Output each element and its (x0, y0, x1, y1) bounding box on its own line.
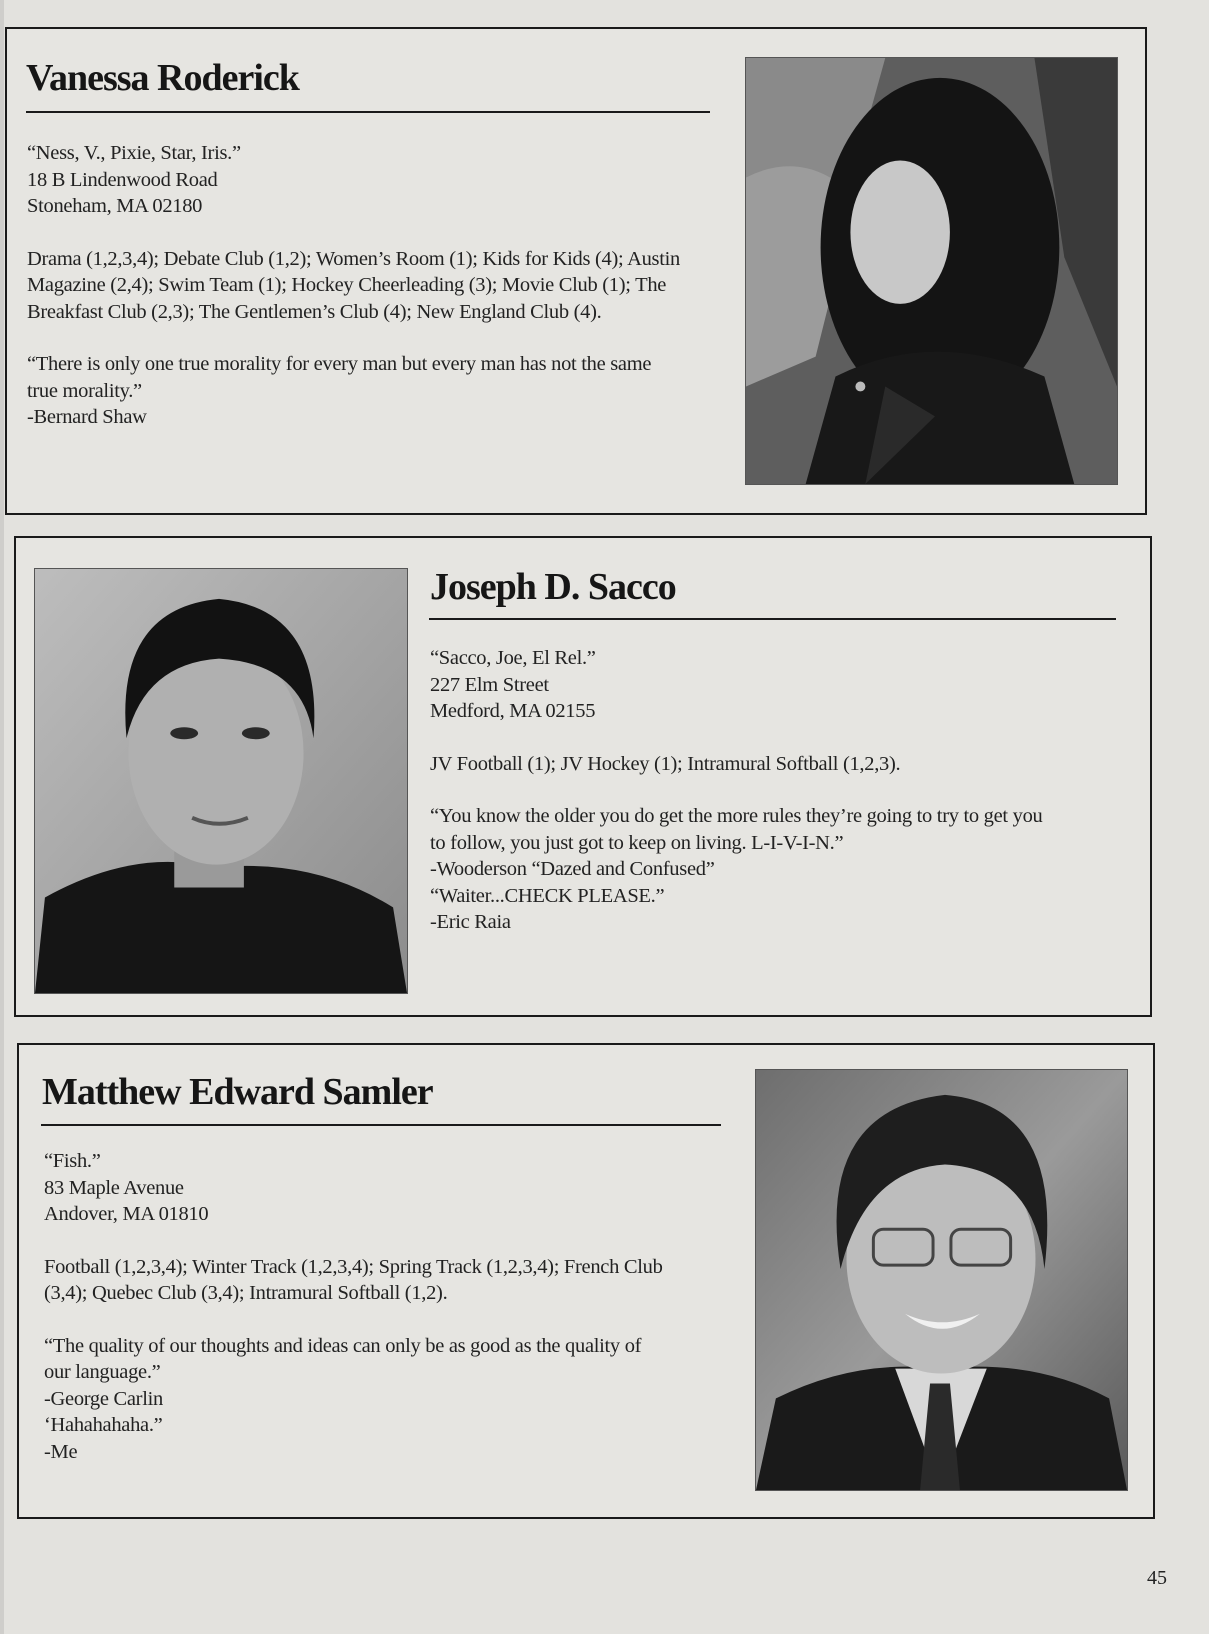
activities-line: Magazine (2,4); Swim Team (1); Hockey Cheerleading (3); Movie Club (1); The (27, 274, 667, 296)
nicknames: “Fish.” (44, 1150, 101, 1172)
page-number: 45 (1147, 1567, 1167, 1589)
quote-line: “There is only one true morality for every man but every man has not the same (27, 353, 652, 375)
name-underline (41, 1124, 721, 1126)
student-name: Vanessa Roderick (26, 57, 299, 99)
activities-line: Drama (1,2,3,4); Debate Club (1,2); Women’s Room (1); Kids for Kids (4); Austin (27, 247, 680, 270)
quote-attribution: -Me (44, 1440, 78, 1463)
name-underline (429, 618, 1116, 620)
senior-portrait-photo (755, 1069, 1128, 1491)
activities-line: Football (1,2,3,4); Winter Track (1,2,3,4); Spring Track (1,2,3,4); French Club (44, 1255, 663, 1278)
address-line-2: Medford, MA 02155 (430, 700, 596, 722)
activities-line: JV Football (1); JV Hockey (1); Intramural Softball (1,2,3). (430, 752, 901, 775)
address-line-1: 18 B Lindenwood Road (27, 168, 218, 191)
nicknames: “Ness, V., Pixie, Star, Iris.” (27, 142, 241, 164)
address-line-1: 83 Maple Avenue (44, 1176, 184, 1199)
student-name: Matthew Edward Samler (42, 1071, 433, 1113)
quote-attribution: -George Carlin (44, 1387, 163, 1410)
quote-line: our language.” (44, 1361, 161, 1383)
quote-line: “The quality of our thoughts and ideas can only be as good as the quality of (44, 1334, 642, 1357)
quote-attribution: -Bernard Shaw (27, 406, 147, 428)
senior-portrait-photo (34, 568, 408, 994)
quote-line: “You know the older you do get the more rules they’re going to try to get you (430, 805, 1043, 827)
student-details (44, 1148, 749, 1465)
nicknames: “Sacco, Joe, El Rel.” (430, 647, 596, 669)
student-details (430, 645, 1145, 936)
name-underline (26, 111, 710, 113)
scan-edge (0, 0, 4, 1634)
quote-attribution: -Eric Raia (430, 911, 511, 933)
activities-line: Breakfast Club (2,3); The Gentlemen’s Club (4); New England Club (4). (27, 300, 602, 323)
address-line-1: 227 Elm Street (430, 673, 549, 696)
quote-line: true morality.” (27, 379, 142, 402)
student-details (27, 140, 727, 431)
quote-line: ‘Hahahahaha.” (44, 1414, 163, 1436)
quote-attribution: -Wooderson “Dazed and Confused” (430, 858, 715, 880)
quote-line: to follow, you just got to keep on living. L-I-V-I-N.” (430, 831, 844, 854)
student-name: Joseph D. Sacco (430, 566, 676, 608)
address-line-2: Stoneham, MA 02180 (27, 195, 203, 217)
activities-line: (3,4); Quebec Club (3,4); Intramural Softball (1,2). (44, 1282, 448, 1304)
senior-portrait-photo (745, 57, 1118, 485)
quote-line: “Waiter...CHECK PLEASE.” (430, 884, 665, 907)
address-line-2: Andover, MA 01810 (44, 1203, 209, 1225)
